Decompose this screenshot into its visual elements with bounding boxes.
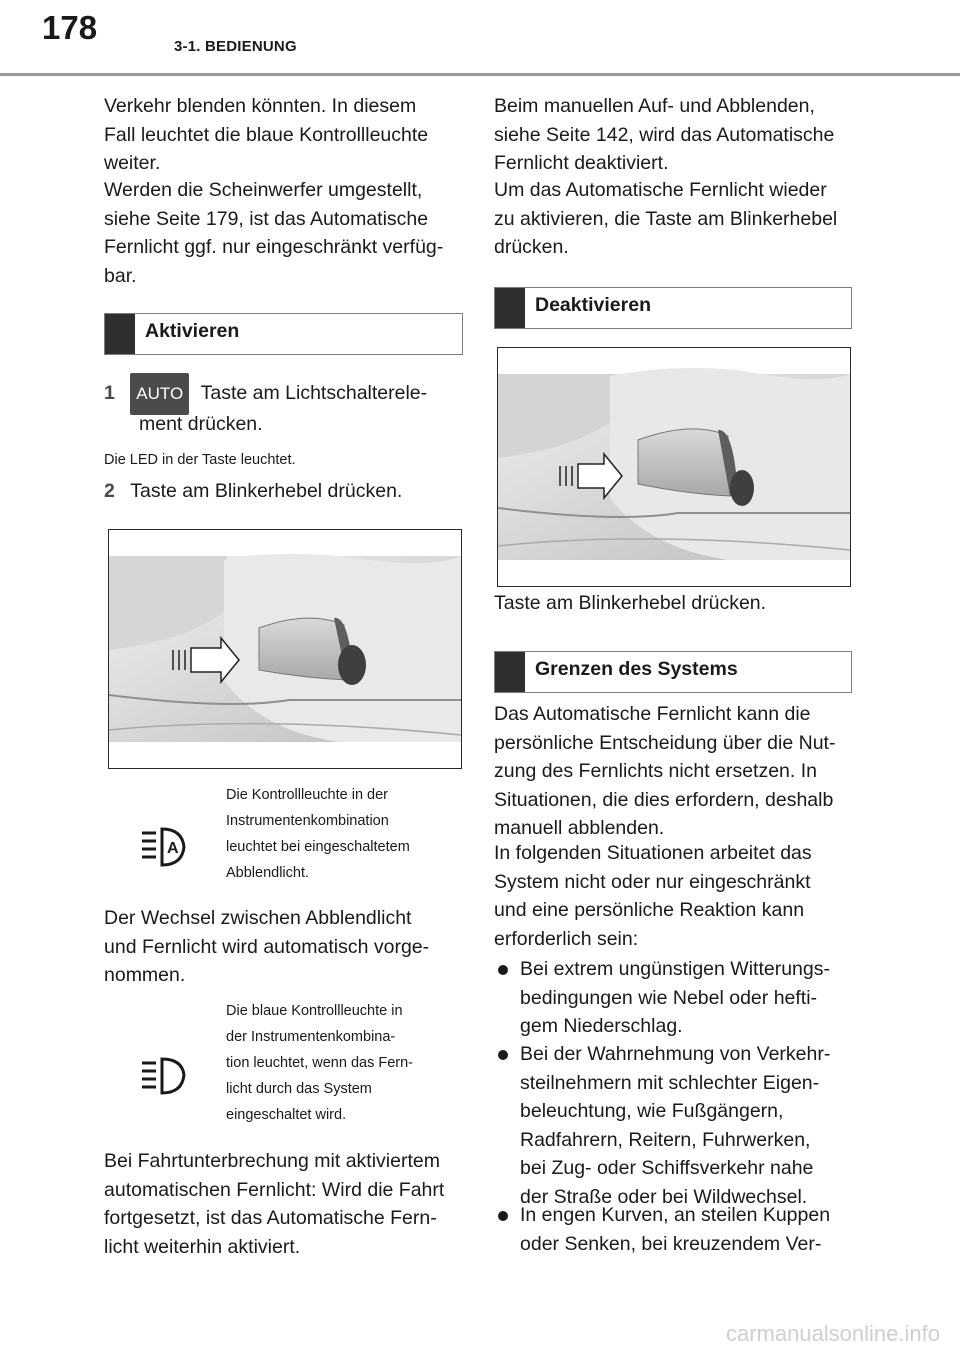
- section-heading: Aktivieren: [145, 320, 240, 342]
- right-paragraph-3: Das Automatische Fernlicht kann die persönliche Entscheidung über die Nut- zung des Fernlichts nicht ersetzen. In Situationen, die dies erfordern, deshalb manuell abblenden.: [494, 703, 836, 840]
- page-number: 178: [42, 9, 98, 46]
- left-paragraph-4: Bei Fahrtunterbrechung mit aktiviertem automatischen Fernlicht: Wird die Fahrt fortgesetzt, ist das Automatische Fern- licht weiterhin aktiviert.: [104, 1150, 445, 1258]
- bullet-icon: [498, 1211, 508, 1221]
- low-beam-indicator-icon: [140, 825, 188, 874]
- bullet-item: Bei extrem ungünstigen Witterungs- bedingungen wie Nebel oder hefti- gem Niederschlag.: [494, 955, 864, 1041]
- svg-text:A: A: [167, 840, 179, 857]
- section-heading: Grenzen des Systems: [535, 658, 738, 680]
- right-paragraph-2: Um das Automatische Fernlicht wieder zu aktivieren, die Taste am Blinkerhebel drücken.: [494, 179, 838, 259]
- section-title: 3-1. BEDIENUNG: [174, 38, 297, 55]
- left-paragraph-3: Der Wechsel zwischen Abblendlicht und Fernlicht wird automatisch vorge- nommen.: [104, 907, 430, 987]
- left-paragraph-1: Verkehr blenden könnten. In diesem Fall leuchtet die blaue Kontrollleuchte weiter.: [104, 95, 429, 175]
- auto-button-icon: AUTO: [130, 373, 189, 415]
- header-divider: [0, 73, 960, 76]
- section-box-deactivate: [494, 287, 852, 329]
- right-paragraph-1: Beim manuellen Auf- und Abblenden, siehe Seite 142, wird das Automatische Fernlicht deaktiviert.: [494, 95, 835, 175]
- icon2-description: Die blaue Kontrollleuchte in der Instrumentenkombina- tion leuchtet, wenn das Fern- licht durch das System eingeschaltet wird.: [226, 1003, 413, 1123]
- right-paragraph-4: In folgenden Situationen arbeitet das System nicht oder nur eingeschränkt und eine persönliche Reaktion kann erforderlich sein:: [494, 842, 812, 950]
- section-box-limits: [494, 651, 852, 693]
- section-box-activate: [104, 313, 463, 355]
- illustration-caption: Taste am Blinkerhebel drücken.: [494, 592, 767, 614]
- high-beam-assist-icon: [140, 1057, 188, 1102]
- step-1-continued: ment drücken.: [139, 413, 263, 435]
- bullet-item: Bei der Wahrnehmung von Verkehr- steilnehmern mit schlechter Eigen- beleuchtung, wie Fußgängern, Radfahrern, Reitern, Fuhrwerken, bei Zug- oder Schiffsverkehr nahe der Straße oder bei Wildwechsel.: [494, 1040, 864, 1212]
- left-paragraph-2: Werden die Scheinwerfer umgestellt, siehe Seite 179, ist das Automatische Fernlicht ggf. nur eingeschränkt verfüg- bar.: [104, 179, 444, 287]
- step-1: 1 AUTO Taste am Lichtschalterele-: [104, 373, 464, 415]
- icon1-description: Die Kontrollleuchte in der Instrumentenkombination leuchtet bei eingeschaltetem Abblendlicht.: [226, 787, 410, 881]
- step-2: 2 Taste am Blinkerhebel drücken.: [104, 480, 403, 502]
- lever-illustration-right: [497, 347, 851, 587]
- bullet-icon: [498, 965, 508, 975]
- section-heading: Deaktivieren: [535, 294, 651, 316]
- led-note: Die LED in der Taste leuchtet.: [104, 452, 296, 468]
- lever-illustration-left: [108, 529, 462, 769]
- bullet-icon: [498, 1050, 508, 1060]
- watermark: carmanualsonline.info: [725, 1321, 940, 1346]
- bullet-item: In engen Kurven, an steilen Kuppen oder Senken, bei kreuzendem Ver-: [494, 1201, 864, 1258]
